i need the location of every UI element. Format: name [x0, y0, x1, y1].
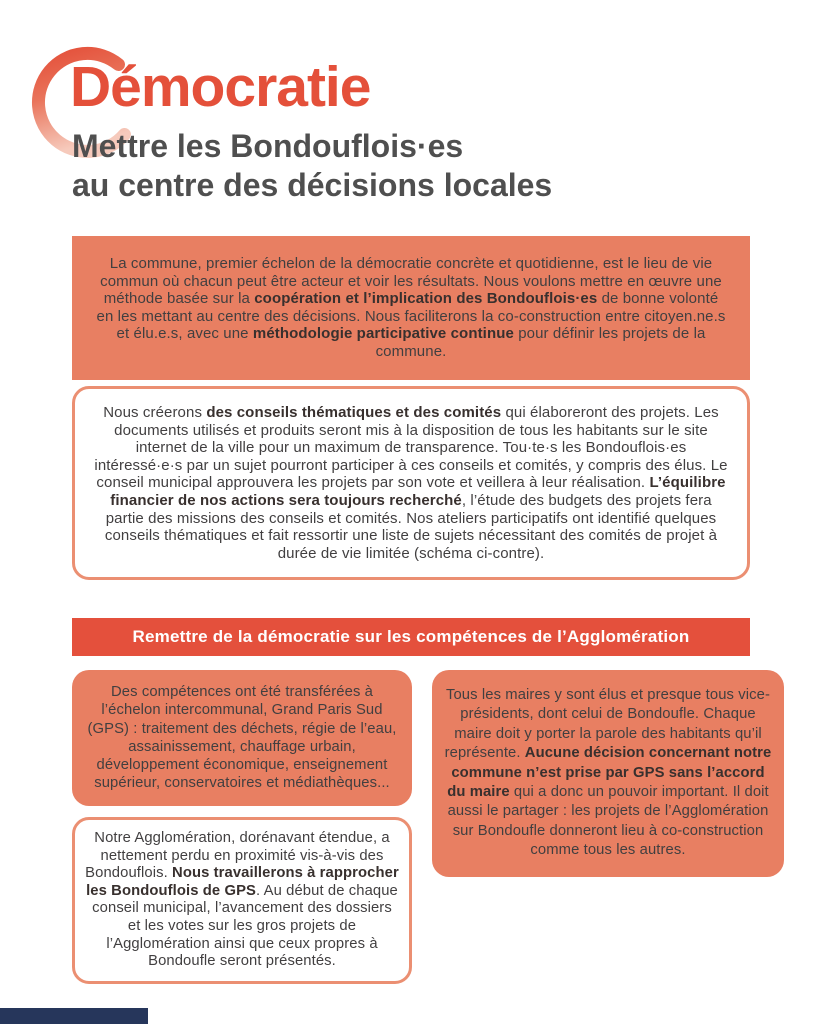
section-banner — [72, 618, 750, 656]
competences-box — [72, 670, 412, 806]
page-subtitle-line1: Mettre les Bondouflois·es — [72, 128, 464, 164]
intro-box — [72, 236, 750, 380]
maires-box — [432, 670, 784, 877]
banner-title: Remettre de la démocratie sur les compétences de l’Agglomération — [132, 627, 690, 646]
agglo-box — [72, 817, 412, 984]
maires-text: Tous les maires y sont élus et presque tous vice-présidents, dont celui de Bondoufle. Chaque maire doit y porter la parole des habitants qu’il représente. Aucune décision concernant notre commune n’est prise par GPS sans l’accord du maire qui a donc un pouvoir important. Il doit aussi le partager : les projets de l’Agglomération sur Bondoufle donneront lieu à co-construction comme tous les autres. — [444, 687, 772, 859]
conseils-box — [72, 386, 750, 580]
footer-page-marker — [0, 1008, 148, 1024]
intro-text: La commune, premier échelon de la démocratie concrète et quotidienne, est le lieu de vie commun où chacun peut être acteur et voir les résultats. Nous voulons mettre en œuvre une méthode basée sur la coopération et l’implication des Bondouflois·es de bonne volonté en les mettant au centre des décisions. Nous faciliterons la co-construction entre citoyen.ne.s et élu.e.s, avec une méthodologie participative continue pour définir les projets de la commune. — [96, 255, 726, 360]
agglo-text: Notre Agglomération, dorénavant étendue, a nettement perdu en proximité vis-à-vis des Bondouflois. Nous travaillerons à rapprocher les Bondouflois de GPS. Au début de chaque conseil municipal, l’avancement des dossiers et les votes sur les gros projets de l’Agglomération ainsi que ceux propres à Bondoufle seront présentés. — [85, 830, 399, 970]
page-subtitle-line2: au centre des décisions locales — [72, 167, 553, 203]
page-subtitle — [72, 127, 552, 205]
competences-text: Des compétences ont été transférées à l’échelon intercommunal, Grand Paris Sud (GPS) : traitement des déchets, régie de l’eau, assainissement, chauffage urbain, développement économique, enseignement supérieur, conservatoires et médiathèques... — [87, 684, 397, 792]
conseils-text: Nous créerons des conseils thématiques et des comités qui élaboreront des projets. Les documents utilisés et produits seront mis à la disposition de tous les habitants sur le site internet de la ville pour un maximum de transparence. Tou·te·s les Bondouflois·es intéressé·e·s par un sujet pourront participer à ces conseils et comités, y compris des élus. Le conseil municipal approuvera les projets par son vote et veillera à leur réalisation. L’équilibre financier de nos actions sera toujours recherché, l’étude des budgets des projets fera partie des missions des conseils et comités. Nos ateliers participatifs ont identifié quelques conseils thématiques et fait ressortir une liste de sujets nécessitant des comités de projet à durée de vie limitée (schéma ci-contre). — [94, 404, 728, 562]
page-title: Démocratie — [70, 55, 371, 119]
